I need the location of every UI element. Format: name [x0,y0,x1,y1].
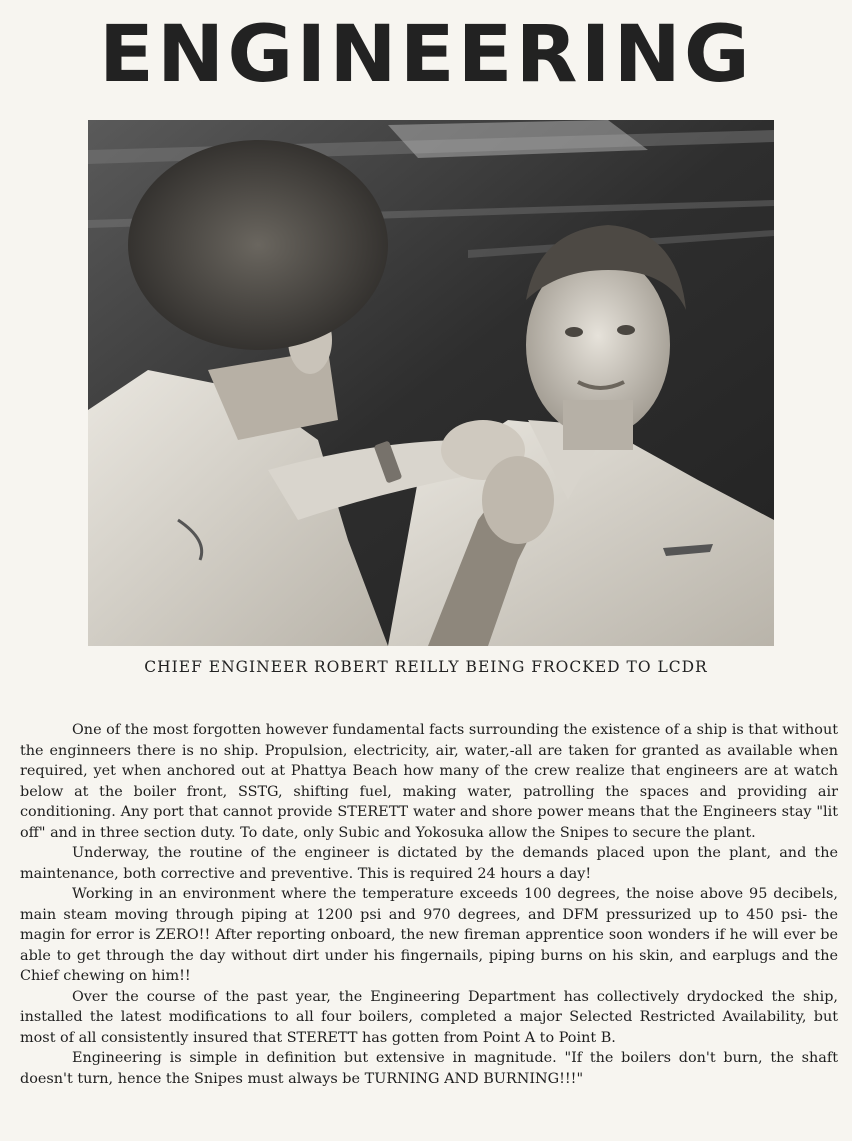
photo-caption: CHIEF ENGINEER ROBERT REILLY BEING FROCKED TO LCDR [144,658,708,676]
frocking-photo [88,120,774,646]
page-headline: ENGINEERING [99,10,753,100]
article-paragraph: Working in an environment where the temperature exceeds 100 degrees, the noise above 95 decibels, main steam moving through piping at 1200 psi and 970 degrees, and DFM pressurized up to 450 psi- the magin for error is ZERO!! After reporting onboard, the new fireman apprentice soon wonders if he will ever be able to get through the day without dirt under his fingernails, piping burns on his skin, and earplugs and the Chief chewing on him!! [20,886,838,984]
article-paragraph: Underway, the routine of the engineer is dictated by the demands placed upon the plant, and the maintenance, both corrective and preventive. This is required 24 hours a day! [20,845,838,882]
article-paragraph: One of the most forgotten however fundamental facts surrounding the existence of a ship is that without the enginneers there is no ship. Propulsion, electricity, air, water,-all are taken for granted as available when required, yet when anchored out at Phattya Beach how many of the crew realize that engineers are at watch below at the boiler front, SSTG, shifting fuel, making water, patrolling the spaces and providing air conditioning. Any port that cannot provide STERETT water and shore power means that the Engineers stay "lit off" and in three section duty. To date, only Subic and Yokosuka allow the Snipes to secure the plant. [20,722,838,841]
article-body [20,720,838,1089]
article-paragraph: Over the course of the past year, the Engineering Department has collectively drydocked the ship, installed the latest modifications to all four boilers, completed a major Selected Restricted Availability, but most of all consistently insured that STERETT has gotten from Point A to Point B. [20,988,838,1046]
photo-illustration [88,120,774,646]
article-paragraph: Engineering is simple in definition but extensive in magnitude. "If the boilers don't burn, the shaft doesn't turn, hence the Snipes must always be TURNING AND BURNING!!!" [20,1050,838,1087]
